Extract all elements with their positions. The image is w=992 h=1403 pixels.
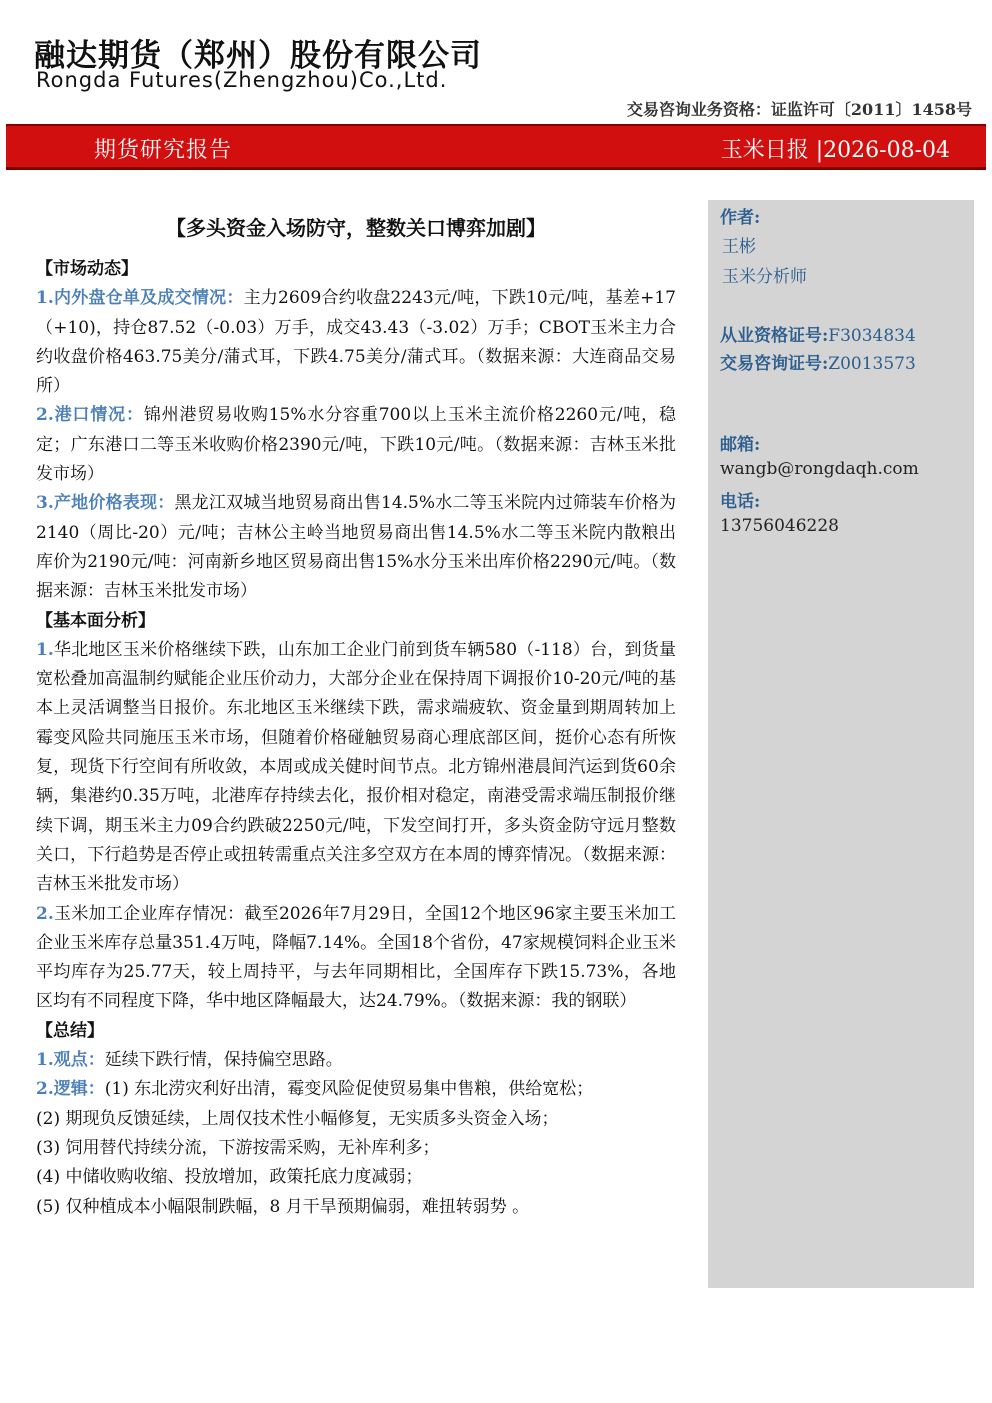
- fundamental-item-number: 2.: [36, 903, 54, 924]
- author-sidebar: [708, 200, 974, 1288]
- summary-logic-line: (4) 中储收购收缩、投放增加，政策托底力度减弱；: [36, 1167, 423, 1188]
- banner-report-info: [721, 133, 950, 164]
- report-body: [36, 213, 676, 1222]
- report-banner: [6, 124, 986, 170]
- market-item-label: 3.产地价格表现：: [36, 493, 175, 514]
- market-item: [36, 401, 676, 489]
- report-headline: 【多头资金入场防守，整数关口博弈加剧】: [166, 216, 546, 240]
- fundamental-item-text: 玉米加工企业库存情况：截至2026年7月29日，全国12个地区96家主要玉米加工企业玉米库存总量351.4万吨，降幅7.14%。全国18个省份，47家规模饲料企业玉米平均库存为25.77天，较上周持平，与去年同期相比，全国库存下跌15.73%，各地区均有不同程度下降，华中地区降幅最大，达24.79%。（数据来源：我的钢联）: [36, 903, 676, 1012]
- market-item-label: 2.港口情况：: [36, 405, 144, 426]
- phone-value: 13756046228: [720, 516, 839, 536]
- phone-label: 电话:: [720, 492, 761, 512]
- email-label: 邮箱:: [720, 435, 761, 455]
- summary-logic-label: 2.逻辑：: [36, 1079, 105, 1100]
- fundamental-item-number: 1.: [36, 639, 54, 660]
- summary-view-label: 1.观点：: [36, 1050, 105, 1071]
- author-label: 作者:: [720, 208, 761, 228]
- section-title-summary: 【总结】: [36, 1020, 104, 1041]
- market-item-text: 主力2609合约收盘2243元/吨，下跌10元/吨，基差+17（+10)，持仓87.52（-0.03）万手，成交43.43（-3.02）万手；CBOT玉米主力合约收盘价格463.75美分/蒲式耳，下跌4.75美分/蒲式耳。（数据来源：大连商品交易所）: [36, 288, 676, 397]
- summary-logic: [36, 1075, 676, 1104]
- company-name-en: Rongda Futures(Zhengzhou)Co.,Ltd.: [36, 68, 448, 92]
- market-item-text: 黑龙江双城当地贸易商出售14.5%水二等玉米院内过筛装车价格为2140（周比-20）元/吨；吉林公主岭当地贸易商出售14.5%水二等玉米院内散粮出库价为2190元/吨：河南新乡地区贸易商出售15%水分玉米出库价格2290元/吨。（数据来源：吉林玉米批发市场）: [36, 493, 676, 602]
- author-name: 王彬: [722, 237, 756, 257]
- summary-view: [36, 1046, 676, 1075]
- banner-date: 2026-08-04: [823, 138, 950, 163]
- fundamental-item: [36, 900, 676, 1017]
- market-item: [36, 284, 676, 401]
- summary-logic-line: (2) 期现负反馈延续，上周仅技术性小幅修复，无实质多头资金入场；: [36, 1108, 559, 1129]
- summary-logic-line: (1) 东北涝灾利好出清，霉变风险促使贸易集中售粮，供给宽松；: [104, 1079, 594, 1100]
- market-item-text: 锦州港贸易收购15%水分容重700以上玉米主流价格2260元/吨，稳定；广东港口二等玉米收购价格2390元/吨，下跌10元/吨。（数据来源：吉林玉米批发市场）: [36, 405, 676, 485]
- summary-logic-line: (3) 饲用替代持续分流，下游按需采购，无补库利多；: [36, 1137, 440, 1158]
- author-title: 玉米分析师: [722, 267, 807, 287]
- summary-logic-line: (5) 仅种植成本小幅限制跌幅，8 月干旱预期偏弱，难扭转弱势 。: [36, 1196, 530, 1217]
- cert-row: [720, 321, 916, 346]
- license-text: 交易咨询业务资格：证监许可〔2011〕1458号: [626, 100, 972, 119]
- section-title-fundamental: 【基本面分析】: [36, 610, 155, 631]
- banner-separator: |: [815, 138, 824, 163]
- consult-row: [720, 349, 916, 374]
- cert-label: 从业资格证号:: [720, 326, 829, 346]
- company-name-cn: 融达期货（郑州）股份有限公司: [34, 38, 482, 74]
- banner-report-type: 玉米日报: [720, 138, 809, 163]
- summary-view-text: 延续下跌行情，保持偏空思路。: [104, 1050, 343, 1071]
- section-title-market: 【市场动态】: [36, 259, 138, 279]
- consult-value: Z0013573: [828, 354, 916, 374]
- fundamental-item-text: 华北地区玉米价格继续下跌，山东加工企业门前到货车辆580（-118）台，到货量宽松叠加高温制约赋能企业压价动力，大部分企业在保持周下调报价10-20元/吨的基本上灵活调整当日报价。东北地区玉米继续下跌，需求端疲软、资金量到期周转加上霉变风险共同施压玉米市场，但随着价格碰触贸易商心理底部区间，挺价心态有所恢复，现货下行空间有所收敛，本周或成关健时间节点。北方锦州港晨间汽运到货60余辆，集港约0.35万吨，北港库存持续去化，报价相对稳定，南港受需求端压制报价继续下调，期玉米主力09合约跌破2250元/吨，下发空间打开，多头资金防守远月整数关口，下行趋势是否停止或扭转需重点关注多空双方在本周的博弈情况。（数据来源：吉林玉米批发市场）: [36, 639, 676, 895]
- market-item-label: 1.内外盘仓单及成交情况：: [36, 288, 244, 309]
- cert-value: F3034834: [828, 326, 916, 346]
- banner-report-category: 期货研究报告: [94, 138, 233, 163]
- market-item: [36, 489, 676, 606]
- consult-label: 交易咨询证号:: [720, 354, 829, 374]
- email-value: wangb@rongdaqh.com: [720, 459, 919, 479]
- fundamental-item: [36, 636, 676, 900]
